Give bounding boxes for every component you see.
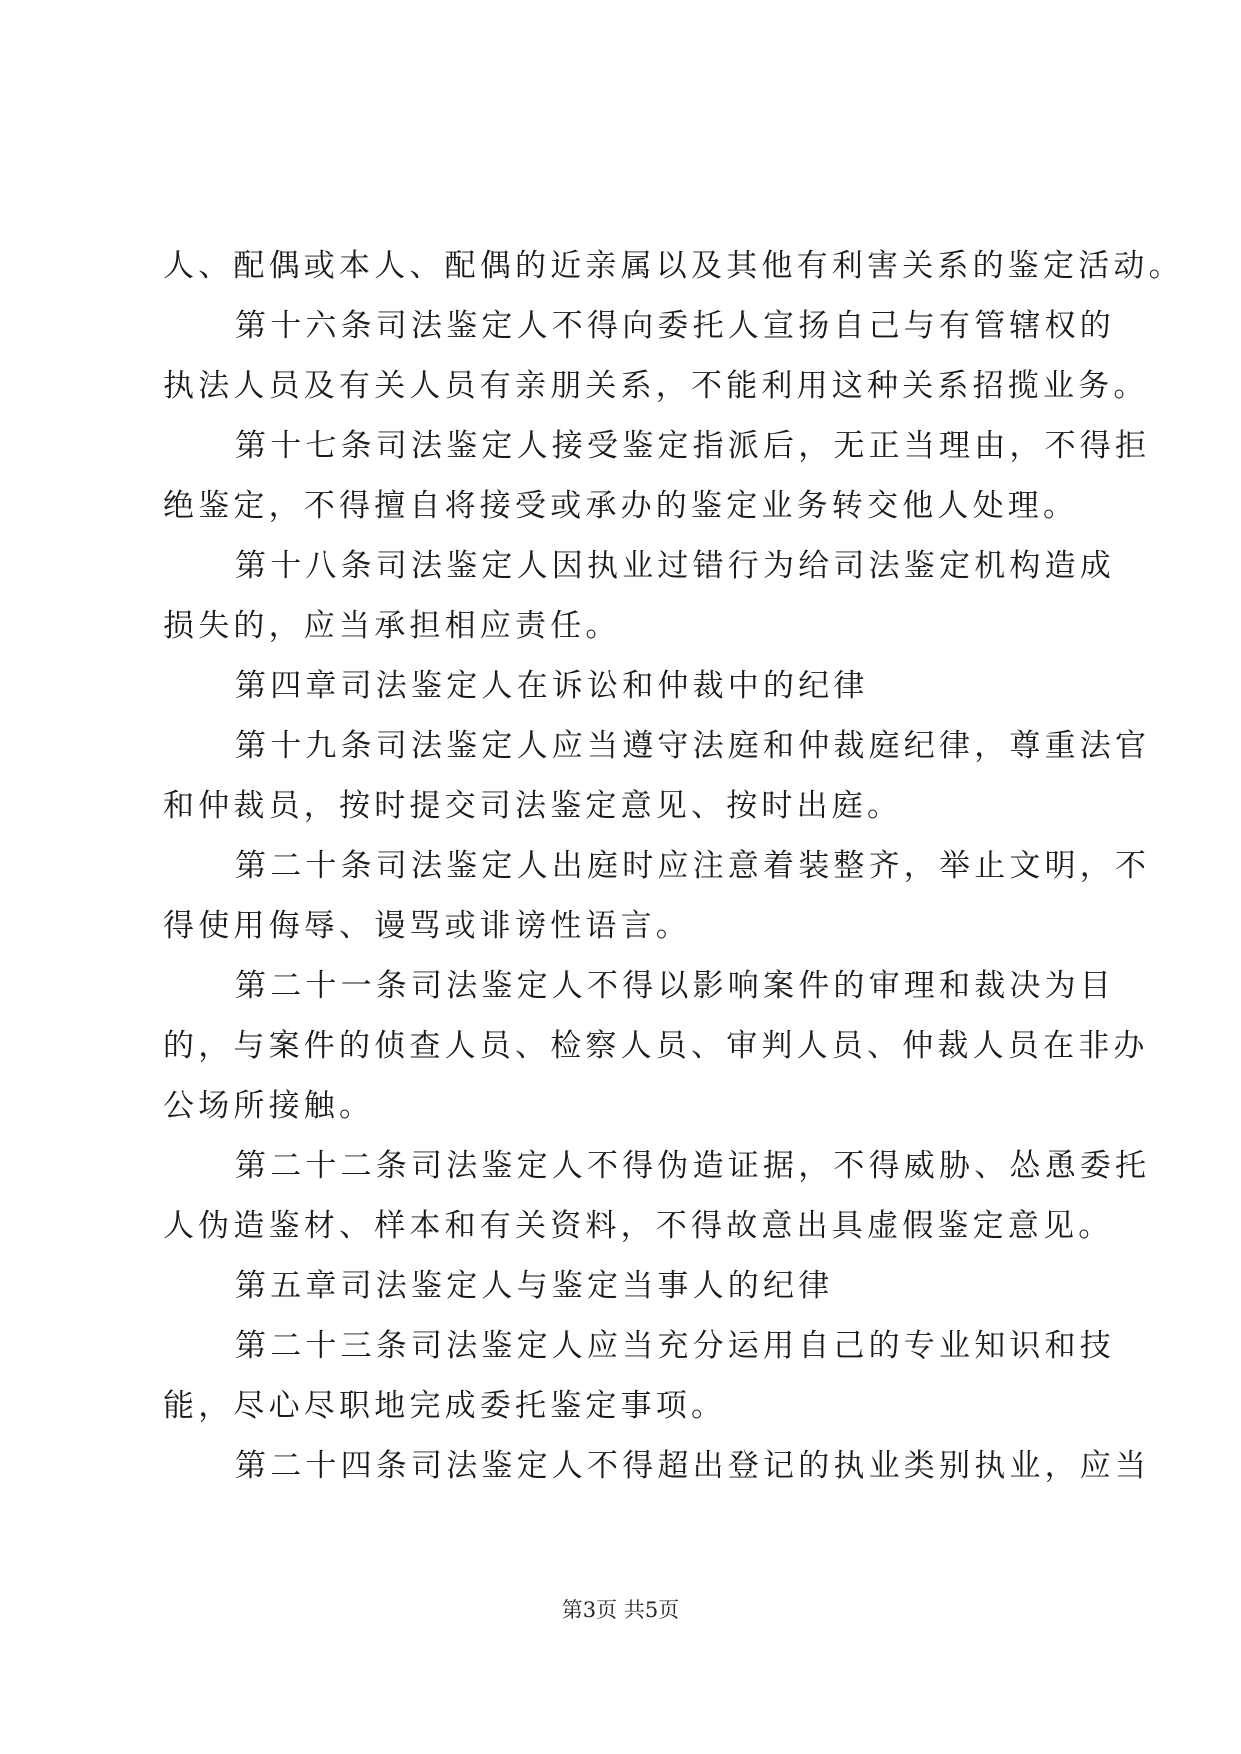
document-body [163,236,1184,1496]
chapter-heading: 第五章司法鉴定人与鉴定当事人的纪律 [235,1268,834,1304]
text-line: 的，与案件的侦查人员、检察人员、审判人员、仲裁人员在非办 [163,1028,1149,1064]
text-line: 第十六条司法鉴定人不得向委托人宣扬自己与有管辖权的 [235,308,1115,344]
text-line: 第十八条司法鉴定人因执业过错行为给司法鉴定机构造成 [235,548,1115,584]
page-footer [0,1595,1241,1625]
text-line: 第十七条司法鉴定人接受鉴定指派后，无正当理由，不得拒 [235,428,1151,464]
text-line: 和仲裁员，按时提交司法鉴定意见、按时出庭。 [163,788,903,824]
text-line: 第二十二条司法鉴定人不得伪造证据，不得威胁、怂恿委托 [235,1148,1151,1184]
text-line: 得使用侮辱、谩骂或诽谤性语言。 [163,908,691,944]
text-line: 执法人员及有关人员有亲朋关系，不能利用这种关系招揽业务。 [163,368,1149,404]
text-line: 第二十条司法鉴定人出庭时应注意着装整齐，举止文明，不 [235,848,1151,884]
text-line: 第十九条司法鉴定人应当遵守法庭和仲裁庭纪律，尊重法官 [235,728,1151,764]
text-line: 第二十一条司法鉴定人不得以影响案件的审理和裁决为目 [235,968,1115,1004]
chapter-heading: 第四章司法鉴定人在诉讼和仲裁中的纪律 [235,668,869,704]
text-line: 绝鉴定，不得擅自将接受或承办的鉴定业务转交他人处理。 [163,488,1079,524]
text-line: 损失的，应当承担相应责任。 [163,608,621,644]
text-line: 人伪造鉴材、样本和有关资料，不得故意出具虚假鉴定意见。 [163,1208,1114,1244]
text-line: 第二十三条司法鉴定人应当充分运用自己的专业知识和技 [235,1328,1115,1364]
text-line: 公场所接触。 [163,1088,375,1124]
text-line: 能，尽心尽职地完成委托鉴定事项。 [163,1388,727,1424]
text-line: 人、配偶或本人、配偶的近亲属以及其他有利害关系的鉴定活动。 [163,248,1184,284]
text-line: 第二十四条司法鉴定人不得超出登记的执业类别执业，应当 [235,1448,1151,1484]
page-indicator: 第3页 共5页 [561,1598,680,1622]
